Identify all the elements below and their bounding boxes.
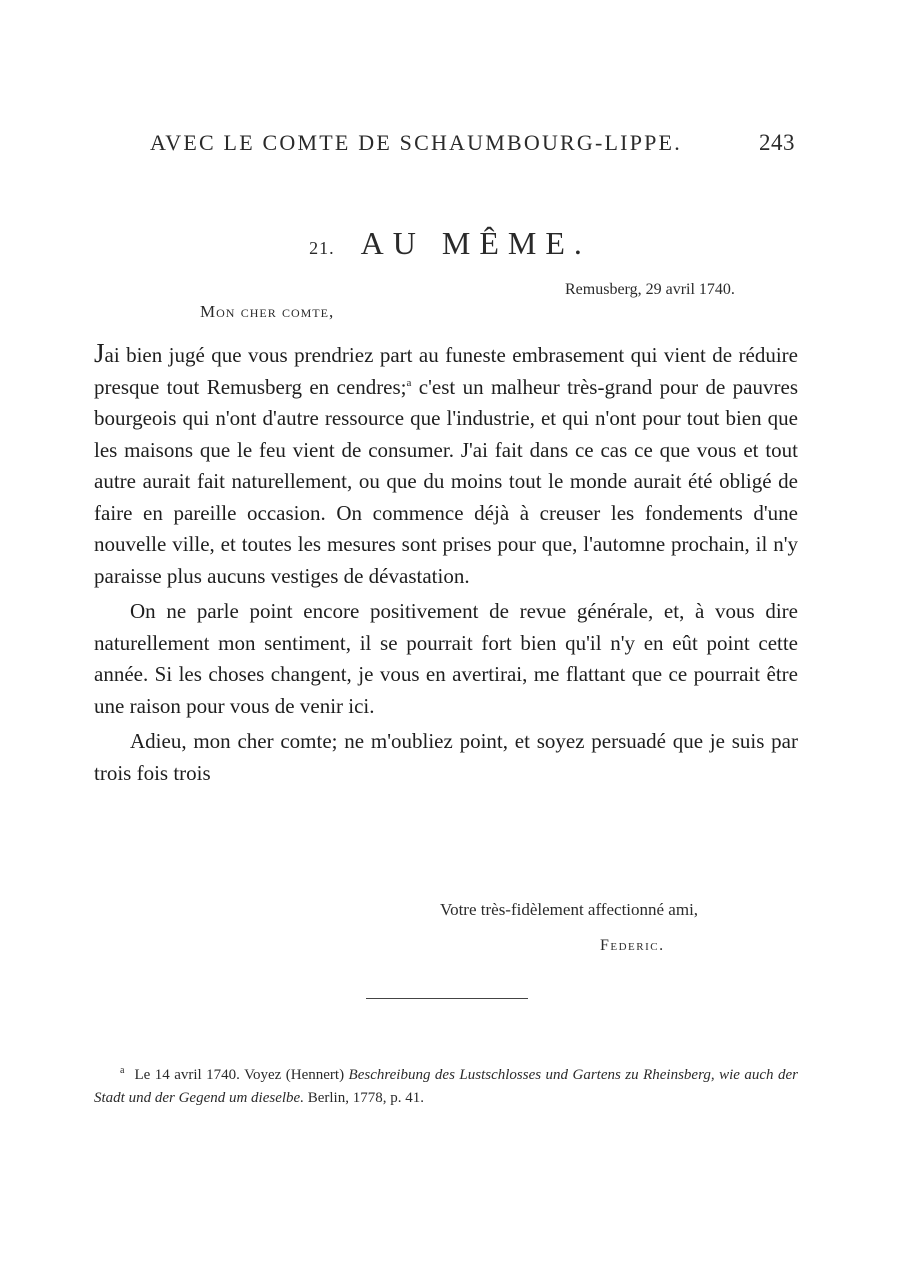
footnote-italic-title: Beschreibung des Lustschlosses und Gartens zu Rheinsberg, wie auch der Stadt und der Gegend um dieselbe. [94,1067,798,1106]
letter-number: 21. [309,238,335,258]
closing-line: Votre très-fidèlement affectionné ami, [440,900,699,919]
letter-title: AU MÊME. [360,225,591,261]
page-number: 243 [759,130,795,155]
salutation: Mon cher comte, [200,302,335,321]
paragraph-3: Adieu, mon cher comte; ne m'oubliez point, et soyez persuadé que je suis par trois fois trois [94,729,798,785]
paragraph-1-start: ai bien jugé que vous prendriez part au funeste embrasement qui vient de réduire presque tout Remusberg en cendres; [94,343,798,399]
paragraph-1-end: c'est un malheur très-grand pour de pauvres bourgeois qui n'ont d'autre ressource que l'industrie, et qui n'ont pour tout bien que les maisons que le feu vient de consumer. J'ai fait dans ce cas ce que vous et tout autre aurait fait naturellement, ou que du moins tout le monde aurait été obligé de faire en pareille occasion. On commence déjà à creuser les fondements d'une nouvelle ville, et toutes les mesures sont prises pour que, l'automne prochain, il n'y paraisse plus aucuns vestiges de dévastation. [94,374,798,588]
letter-heading [0,225,900,262]
initial-letter: J [94,338,105,368]
paragraph-2: On ne parle point encore positivement de revue générale, et, à vous dire naturellement mon sentiment, il se pourrait fort bien qu'il n'y en eût point cette année. Si les choses changent, je vous en avertirai, me flattant que ce pourrait être une raison pour vous de venir ici. [94,599,798,718]
footnote-tail: Berlin, 1778, p. 41. [303,1090,424,1106]
footnote [94,1064,798,1110]
running-head [150,130,795,156]
running-head-title: AVEC LE COMTE DE SCHAUMBOURG-LIPPE. [150,130,682,155]
footnote-divider [366,998,528,999]
footnote-mark: a [120,1065,125,1076]
dateline: Remusberg, 29 avril 1740. [565,281,735,298]
footnote-reference[interactable]: a [406,376,412,389]
letter-body [94,338,798,789]
signature: Federic. [600,937,665,954]
footnote-lead: Le 14 avril 1740. Voyez (Hennert) [134,1067,349,1083]
paragraph-1 [94,338,798,592]
